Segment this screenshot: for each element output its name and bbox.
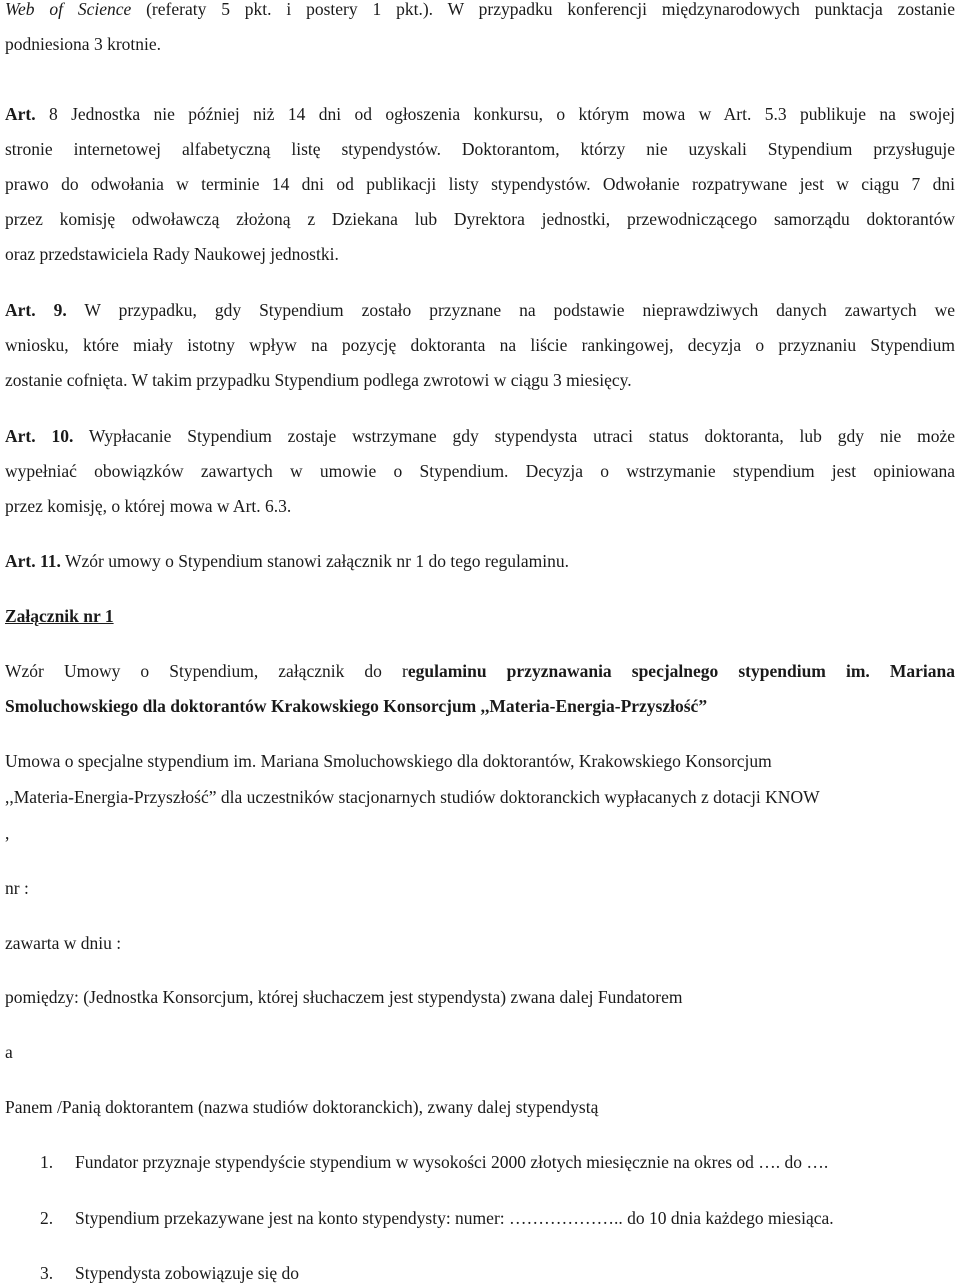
annex-title-line-1 xyxy=(5,660,955,682)
annex-title-line-2 xyxy=(5,695,955,717)
contract-title-line-1: Umowa o specjalne stypendium im. Mariana Smoluchowskiego dla doktorantów, Krakowskiego Konsorcjum xyxy=(5,751,772,771)
intro-text: (referaty 5 pkt. i postery 1 pkt.). W przypadku konferencji międzynarodowych punktacja zostanie xyxy=(131,0,955,19)
wos-name: Web of Science xyxy=(5,0,132,19)
list-item-number: 2. xyxy=(40,1208,54,1228)
art8-label: Art. xyxy=(5,104,36,124)
art11-line xyxy=(5,550,955,572)
annex-title-bold: egulaminu przyznawania specjalnego stypendium im. Mariana xyxy=(407,661,955,681)
annex-heading xyxy=(5,605,955,627)
contract-between: pomiędzy: (Jednostka Konsorcjum, której słuchaczem jest stypendysta) zwana dalej Fundatorem xyxy=(5,987,683,1007)
intro-line-1 xyxy=(5,0,955,20)
art9-line-1 xyxy=(5,299,955,321)
art9-text: W przypadku, gdy Stypendium zostało przyznane na podstawie nieprawdziwych danych zawartych we xyxy=(66,300,956,320)
art9-line-2: wniosku, które miały istotny wpływ na pozycję doktoranta na liście rankingowej, decyzja o przyznaniu Stypendium xyxy=(5,335,955,355)
contract-title-line-2: ,,Materia-Energia-Przyszłość” dla uczestników stacjonarnych studiów doktoranckich wypłacanych z dotacji KNOW xyxy=(5,787,820,807)
art8-line-3: prawo do odwołania w terminie 14 dni od publikacji listy stypendystów. Odwołanie rozpatrywane jest w ciągu 7 dni xyxy=(5,174,955,194)
art8-line-4: przez komisję odwoławczą złożoną z Dziekana lub Dyrektora jednostki, przewodniczącego samorządu doktorantów xyxy=(5,209,955,229)
annex-title-plain: Wzór Umowy o Stypendium, załącznik do r xyxy=(5,661,408,681)
art10-line-2: wypełniać obowiązków zawartych w umowie o Stypendium. Decyzja o wstrzymanie stypendium jest opiniowana xyxy=(5,461,955,481)
art8-line-5: oraz przedstawiciela Rady Naukowej jednostki. xyxy=(5,244,339,264)
annex-heading-text: Załącznik nr 1 xyxy=(5,606,114,626)
contract-and: a xyxy=(5,1042,13,1062)
list-item-text: Stypendysta zobowiązuje się do xyxy=(75,1263,300,1283)
art11-text: Wzór umowy o Stypendium stanowi załącznik nr 1 do tego regulaminu. xyxy=(60,551,569,571)
art10-text: Wypłacanie Stypendium zostaje wstrzymane gdy stypendysta utraci status doktoranta, lub gdy nie może xyxy=(73,426,955,446)
art11-label: Art. 11. xyxy=(5,551,61,571)
art10-label: Art. 10. xyxy=(5,426,74,446)
art8-text: 8 Jednostka nie później niż 14 dni od ogłoszenia konkursu, o którym mowa w Art. 5.3 publikuje na swojej xyxy=(35,104,955,124)
list-item-text: Fundator przyznaje stypendyście stypendium w wysokości 2000 złotych miesięcznie na okres od …. do …. xyxy=(75,1152,829,1172)
contract-number: nr : xyxy=(5,878,29,898)
art8-line-1 xyxy=(5,103,955,125)
art8-line-2: stronie internetowej alfabetyczną listę stypendystów. Doktorantom, którzy nie uzyskali Stypendium przysługuje xyxy=(5,139,955,159)
contract-comma: , xyxy=(5,823,10,843)
art9-line-3: zostanie cofnięta. W takim przypadku Stypendium podlega zwrotowi w ciągu 3 miesięcy. xyxy=(5,370,632,390)
list-item-number: 1. xyxy=(40,1152,54,1172)
contract-party: Panem /Panią doktorantem (nazwa studiów doktoranckich), zwany dalej stypendystą xyxy=(5,1097,599,1117)
contract-date: zawarta w dniu : xyxy=(5,933,122,953)
list-item-number: 3. xyxy=(40,1263,54,1283)
annex-title-bold-2: Smoluchowskiego dla doktorantów Krakowskiego Konsorcjum ,,Materia-Energia-Przyszłość” xyxy=(5,696,708,716)
intro-line-2: podniesiona 3 krotnie. xyxy=(5,34,162,54)
art10-line-1 xyxy=(5,425,955,447)
art9-label: Art. 9. xyxy=(5,300,67,320)
art10-line-3: przez komisję, o której mowa w Art. 6.3. xyxy=(5,496,292,516)
list-item-text: Stypendium przekazywane jest na konto stypendysty: numer: ……………….. do 10 dnia każdego miesiąca. xyxy=(75,1208,834,1228)
